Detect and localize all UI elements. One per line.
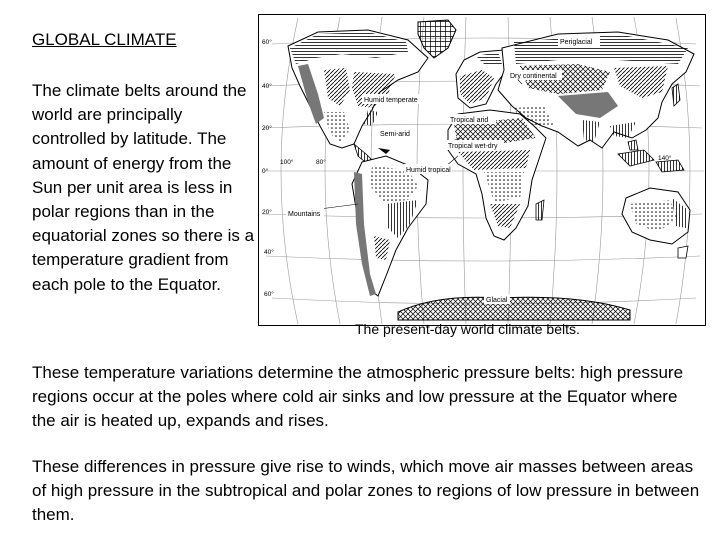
label-humid-temperate: Humid temperate xyxy=(364,97,418,104)
lat-label-40n: 40° xyxy=(262,83,272,90)
lon-label-140e: 140° xyxy=(658,155,672,162)
lat-label-equator: 0° xyxy=(262,168,269,175)
lat-label-60n: 60° xyxy=(262,39,272,46)
label-dry-continental: Dry continental xyxy=(510,73,557,80)
label-tropical-arid: Tropical arid xyxy=(450,117,489,124)
lon-label-80w: 80° xyxy=(316,159,326,166)
lat-label-20n: 20° xyxy=(262,125,272,132)
lon-label-100w: 100° xyxy=(280,159,294,166)
lat-label-20s: 20° xyxy=(262,209,272,216)
pressure-paragraph: These temperature variations determine the atmospheric pressure belts: high pressure regions occur at the poles where cold air sinks and low pressure at the Equator where the air is heated up, expands and rises. xyxy=(32,363,684,431)
lat-label-60s: 60° xyxy=(264,291,274,298)
lat-label-40s: 40° xyxy=(264,249,274,256)
slide-title: GLOBAL CLIMATE xyxy=(32,30,177,49)
label-periglacial: Periglacial xyxy=(560,39,593,46)
label-mountains: Mountains xyxy=(288,211,321,218)
label-tropical-wet-dry: Tropical wet-dry xyxy=(448,143,498,150)
winds-paragraph: These differences in pressure give rise to winds, which move air masses between areas of high pressure in the subtropical and polar zones to regions of low pressure in between them. xyxy=(32,457,700,525)
map-caption: The present-day world climate belts. xyxy=(355,321,580,337)
climate-map xyxy=(258,14,706,326)
label-humid-tropical: Humid tropical xyxy=(406,167,451,174)
label-glacial: Glacial xyxy=(486,297,508,304)
intro-paragraph: The climate belts around the world are principally controlled by latitude. The amount of energy from the Sun per unit area is less in polar regions than in the equatorial zones so there is a temperature gradient from each pole to the Equator. xyxy=(32,81,255,294)
label-semi-arid: Semi-arid xyxy=(380,131,410,138)
